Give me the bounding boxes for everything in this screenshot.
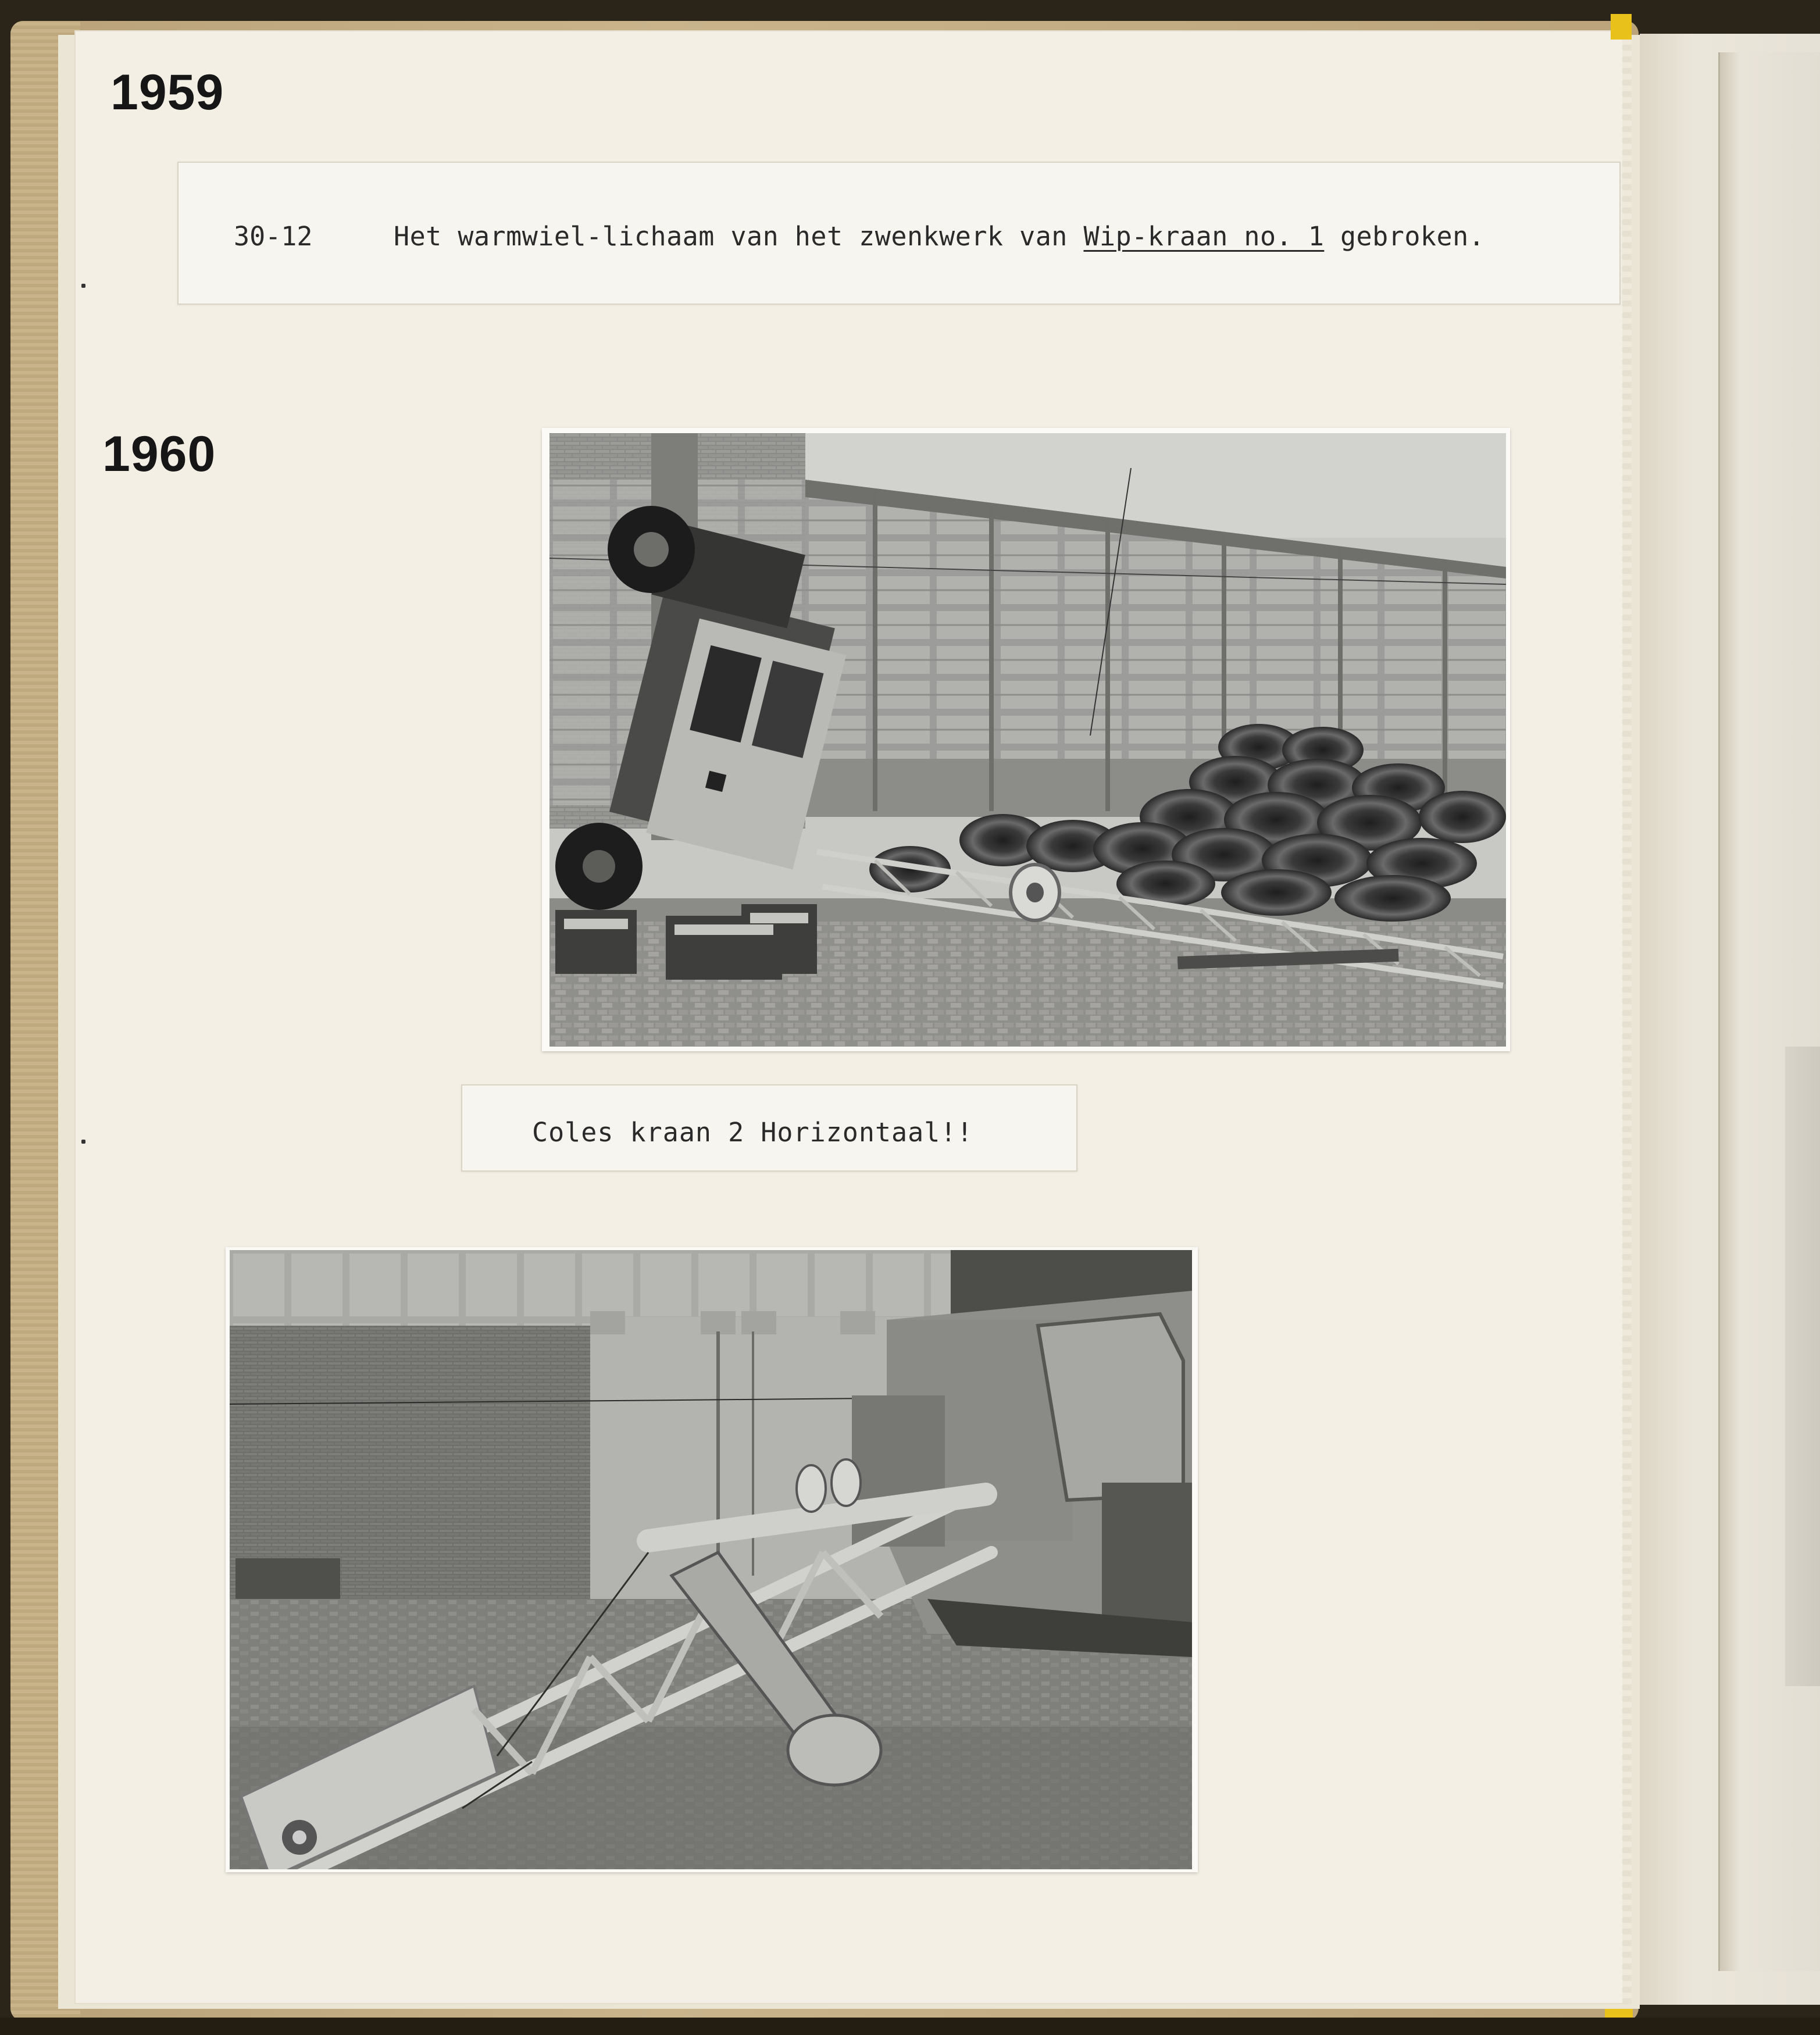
entry-date: 30-12	[234, 221, 313, 252]
caption-strip-1959	[177, 162, 1621, 305]
photo-crane-boom-image	[230, 1250, 1192, 1869]
page-edge	[1622, 30, 1632, 2004]
year-heading-1959: 1959	[110, 65, 224, 120]
yellow-tab	[1611, 14, 1632, 40]
scan-border	[0, 2018, 1820, 2035]
photo-crane-boom	[230, 1250, 1192, 1869]
photo-overturned-crane	[549, 433, 1506, 1047]
binding-mark	[81, 284, 85, 288]
entry-text-after: gebroken.	[1324, 221, 1485, 252]
photo-overturned-crane-image	[549, 433, 1506, 1047]
year-heading-1960: 1960	[102, 426, 216, 482]
binding-mark	[81, 1140, 85, 1144]
entry-text	[394, 221, 1484, 252]
next-page-photo-ghost	[1785, 1047, 1820, 1686]
caption-strip-1960	[461, 1084, 1077, 1172]
photo-caption: Coles kraan 2 Horizontaal!!	[532, 1117, 973, 1148]
entry-text-before: Het warmwiel-lichaam van het zwenkwerk van	[394, 221, 1084, 252]
entry-text-underlined: Wip-kraan no. 1	[1083, 221, 1325, 252]
